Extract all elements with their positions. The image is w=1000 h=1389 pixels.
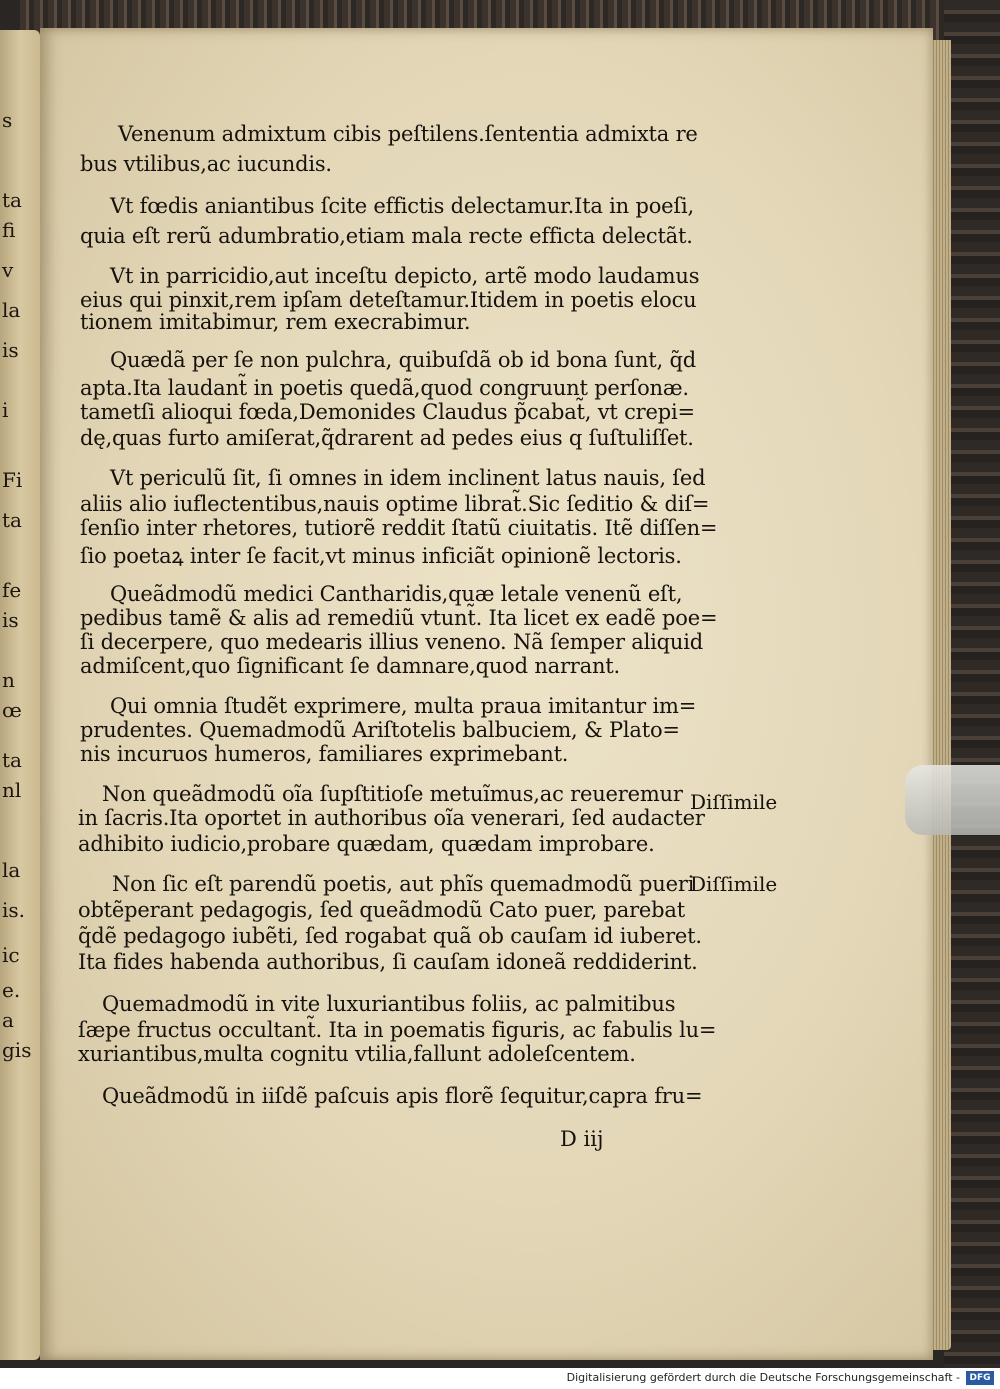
text-line: in ſacris.Ita oportet in authoribus oĩa venerari, ſed audacter bbox=[78, 806, 705, 830]
book-cover-right-edge bbox=[944, 0, 1000, 1368]
marginal-note: Diſſimile bbox=[690, 790, 778, 814]
text-line: Non queãdmodũ oĩa ſupſtitioſe metuĩmus,ac reueremur bbox=[102, 782, 683, 806]
dfg-logo: DFG bbox=[966, 1371, 994, 1385]
text-line: Quemadmodũ in vite luxuriantibus foliis, ac palmitibus bbox=[102, 992, 676, 1016]
facing-page-fragment: Fi bbox=[2, 468, 23, 492]
text-line: nis incuruos humeros, familiares exprimebant. bbox=[80, 742, 569, 766]
facing-page-fragment: fe bbox=[2, 578, 22, 602]
text-line: ſi decerpere, quo medearis illius veneno. Nã ſemper aliquid bbox=[80, 630, 703, 654]
facing-page-fragment: ta bbox=[2, 748, 22, 772]
text-line: quia eſt rerũ adumbratio,etiam mala recte efficta delectãt. bbox=[80, 224, 693, 248]
signature-mark: D iij bbox=[560, 1127, 604, 1151]
text-line: Venenum admixtum cibis peſtilens.ſententia admixta re bbox=[118, 122, 698, 146]
text-line: Vt periculũ ſit, ſi omnes in idem inclinent latus nauis, ſed bbox=[110, 466, 706, 490]
text-line: Non ſic eſt parendũ poetis, aut phĩs quemadmodũ pueri bbox=[112, 872, 695, 896]
facing-page-fragment: ta bbox=[2, 188, 22, 212]
facing-page-fragment: e. bbox=[2, 978, 21, 1002]
facing-page-fragment: v bbox=[2, 258, 14, 282]
text-line: ſæpe fructus occultant̃. Ita in poematis figuris, ac fabulis lu= bbox=[78, 1018, 717, 1042]
text-line: adhibito iudicio,probare quædam, quædam improbare. bbox=[78, 832, 655, 856]
facing-page-fragment: is bbox=[2, 608, 19, 632]
digitization-credit: Digitalisierung gefördert durch die Deutsche Forschungsgemeinschaft - bbox=[566, 1371, 960, 1384]
text-line: Queãdmodũ in iiſdẽ paſcuis apis florẽ ſequitur,capra fru= bbox=[102, 1084, 703, 1108]
text-line: xuriantibus,multa cognitu vtilia,fallunt adoleſcentem. bbox=[78, 1042, 636, 1066]
facing-page-sliver bbox=[0, 30, 40, 1360]
text-line: dę,quas furto amiſerat,q̃drarent ad pedes eius q ſuſtuliſſet. bbox=[80, 426, 694, 450]
facing-page-fragment: n bbox=[2, 668, 15, 692]
facing-page-fragment: i bbox=[2, 398, 9, 422]
facing-page-fragment: s bbox=[2, 108, 13, 132]
text-line: q̃dẽ pedagogo iubẽti, ſed rogabat quã ob cauſam id iuberet. bbox=[78, 924, 702, 948]
text-line: tametſi alioqui fœda,Demonides Claudus p̃cabat̃, vt crepi= bbox=[80, 400, 695, 424]
text-line: Qui omnia ſtudẽt exprimere, multa praua imitantur im= bbox=[110, 694, 697, 718]
text-line: ſio poetaꝝ inter ſe facit,vt minus inficiãt opinionẽ lectoris. bbox=[80, 544, 682, 568]
footer-bar bbox=[0, 1368, 1000, 1389]
facing-page-fragment: la bbox=[2, 298, 21, 322]
text-line: Queãdmodũ medici Cantharidis,quæ letale venenũ eſt, bbox=[110, 582, 683, 606]
facing-page-fragment: ic bbox=[2, 943, 20, 967]
text-line: pedibus tamẽ & alis ad remediũ vtunt̃. Ita licet ex eadẽ poe= bbox=[80, 606, 718, 630]
text-line: aliis alio iuflectentibus,nauis optime librat̃.Sic ſeditio & diſ= bbox=[80, 492, 710, 516]
text-line: tionem imitabimur, rem execrabimur. bbox=[80, 310, 471, 334]
text-line: Vt in parricidio,aut inceſtu depicto, artẽ modo laudamus bbox=[110, 264, 700, 288]
facing-page-fragment: nl bbox=[2, 778, 22, 802]
text-line: apta.Ita laudant̃ in poetis quedã,quod congruunt perſonæ. bbox=[80, 376, 689, 400]
text-line: Ita fides habenda authoribus, ſi cauſam idoneã reddiderint. bbox=[78, 950, 698, 974]
text-line: obtẽperant pedagogis, ſed queãdmodũ Cato puer, parebat bbox=[78, 898, 685, 922]
text-line: bus vtilibus,ac iucundis. bbox=[80, 152, 332, 176]
facing-page-fragment: la bbox=[2, 858, 21, 882]
text-line: eius qui pinxit,rem ipſam deteſtamur.Itidem in poetis elocu bbox=[80, 288, 697, 312]
facing-page-fragment: fi bbox=[2, 218, 16, 242]
facing-page-fragment: œ bbox=[2, 698, 22, 722]
facing-page-fragment: gis bbox=[2, 1038, 32, 1062]
text-line: prudentes. Quemadmodũ Ariſtotelis balbuciem, & Plato= bbox=[80, 718, 680, 742]
text-line: admiſcent,quo ſignificant ſe damnare,quod narrant. bbox=[80, 654, 621, 678]
facing-page-fragment: ta bbox=[2, 508, 22, 532]
page-clip bbox=[905, 765, 1000, 835]
text-line: Vt fœdis aniantibus ſcite effictis delectamur.Ita in poeſi, bbox=[110, 194, 694, 218]
text-line: Quædã per ſe non pulchra, quibuſdã ob id bona ſunt, q̃d bbox=[110, 348, 696, 372]
page-text-block bbox=[40, 28, 933, 1360]
facing-page-fragment: a bbox=[2, 1008, 14, 1032]
marginal-note: Diſſimile bbox=[690, 872, 778, 896]
facing-page-fragment: is bbox=[2, 338, 19, 362]
facing-page-fragment: is. bbox=[2, 898, 26, 922]
text-line: ſenſio inter rhetores, tutiorẽ reddit ſtatũ ciuitatis. Itẽ diſſen= bbox=[80, 516, 718, 540]
